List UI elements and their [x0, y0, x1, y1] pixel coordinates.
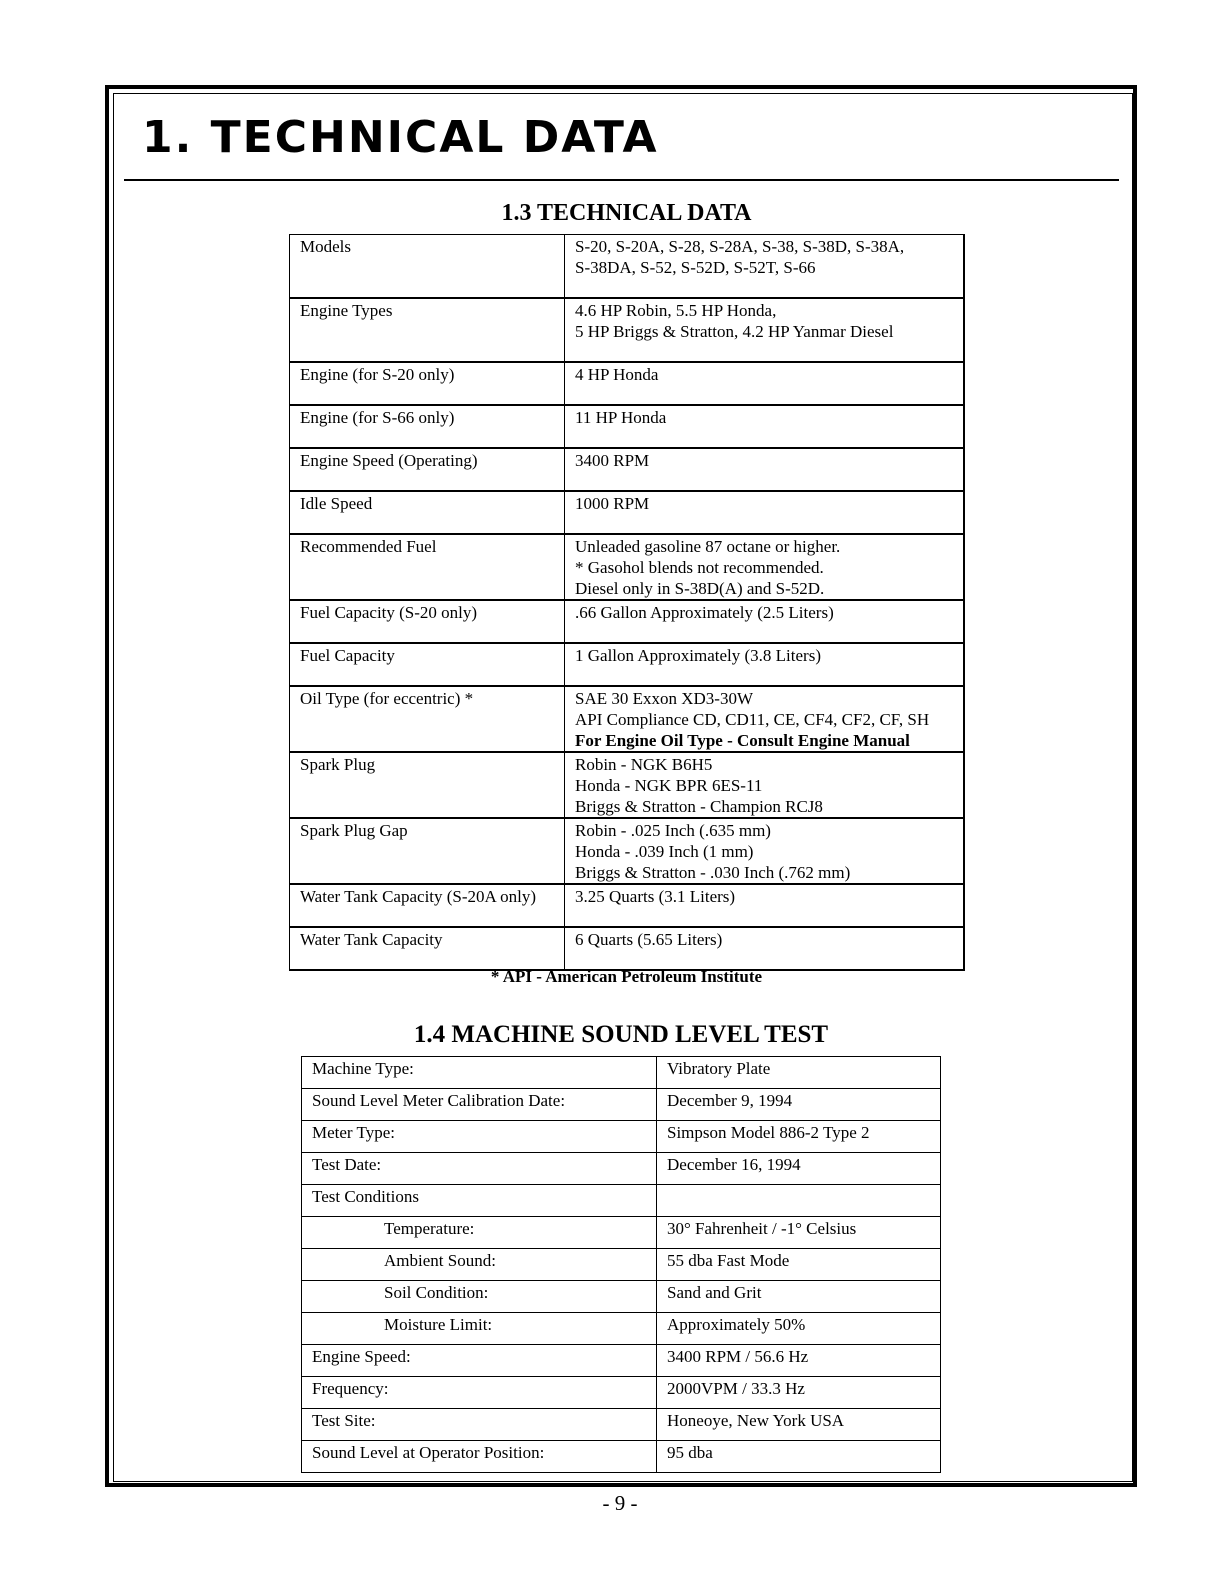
spec-label: Idle Speed — [290, 491, 565, 534]
spec-label: Recommended Fuel — [290, 534, 565, 600]
table-row — [302, 1153, 941, 1185]
table-row — [290, 298, 965, 362]
table-row — [290, 448, 965, 491]
spec-value-line: .66 Gallon Approximately (2.5 Liters) — [575, 603, 834, 622]
sound-label: Sound Level Meter Calibration Date: — [302, 1089, 657, 1121]
table-row — [302, 1089, 941, 1121]
sound-value: Approximately 50% — [657, 1313, 941, 1345]
spec-value-line: Briggs & Stratton - Champion RCJ8 — [575, 797, 823, 816]
spec-value-line: Honda - .039 Inch (1 mm) — [575, 842, 754, 861]
spec-value-line: S-20, S-20A, S-28, S-28A, S-38, S-38D, S-38A, — [575, 237, 905, 256]
spec-label: Oil Type (for eccentric) * — [290, 686, 565, 752]
spec-label: Models — [290, 235, 565, 299]
spec-value — [565, 362, 965, 405]
spec-value-line: 4.6 HP Robin, 5.5 HP Honda, — [575, 301, 777, 320]
spec-value-line: Unleaded gasoline 87 octane or higher. — [575, 537, 841, 556]
table-row — [302, 1313, 941, 1345]
table-row — [302, 1377, 941, 1409]
sound-value: Simpson Model 886-2 Type 2 — [657, 1121, 941, 1153]
table-row — [302, 1249, 941, 1281]
page-number: - 9 - — [602, 1491, 638, 1515]
spec-label: Engine Speed (Operating) — [290, 448, 565, 491]
spec-value — [565, 927, 965, 970]
spec-value-line: 3400 RPM — [575, 451, 650, 470]
spec-value — [565, 235, 965, 299]
sound-label: Sound Level at Operator Position: — [302, 1441, 657, 1473]
sound-value: 95 dba — [657, 1441, 941, 1473]
spec-label: Engine (for S-66 only) — [290, 405, 565, 448]
sound-value — [657, 1185, 941, 1217]
sound-value: 3400 RPM / 56.6 Hz — [657, 1345, 941, 1377]
api-footnote: * API - American Petroleum Institute — [490, 967, 763, 986]
spec-label: Spark Plug Gap — [290, 818, 565, 884]
spec-label: Engine Types — [290, 298, 565, 362]
spec-value — [565, 491, 965, 534]
table-row — [290, 600, 965, 643]
spec-value — [565, 884, 965, 927]
spec-value — [565, 448, 965, 491]
table-row — [302, 1281, 941, 1313]
table-row — [290, 818, 965, 884]
chapter-divider — [124, 179, 1119, 181]
spec-value-line: 4 HP Honda — [575, 365, 659, 384]
sound-value: December 9, 1994 — [657, 1089, 941, 1121]
spec-value-line: Robin - .025 Inch (.635 mm) — [575, 821, 771, 840]
table-row — [290, 643, 965, 686]
spec-value-line: 11 HP Honda — [575, 408, 667, 427]
table-row — [302, 1345, 941, 1377]
table-row — [302, 1217, 941, 1249]
spec-value-line: 1 Gallon Approximately (3.8 Liters) — [575, 646, 821, 665]
table-row — [302, 1057, 941, 1089]
chapter-title: 1. TECHNICAL DATA — [142, 112, 659, 163]
table-row — [302, 1121, 941, 1153]
sound-label: Moisture Limit: — [302, 1313, 657, 1345]
spec-value-note: For Engine Oil Type - Consult Engine Manual — [575, 731, 910, 750]
spec-value-line: SAE 30 Exxon XD3-30W — [575, 689, 754, 708]
table-row — [290, 752, 965, 818]
spec-label: Water Tank Capacity — [290, 927, 565, 970]
spec-value-line: API Compliance CD, CD11, CE, CF4, CF2, CF, SH — [575, 710, 930, 729]
spec-value — [565, 686, 965, 752]
spec-value — [565, 600, 965, 643]
spec-value — [565, 818, 965, 884]
technical-data-table — [289, 234, 965, 971]
sound-value: 30° Fahrenheit / -1° Celsius — [657, 1217, 941, 1249]
table-row — [290, 235, 965, 299]
spec-value — [565, 405, 965, 448]
sound-value: 55 dba Fast Mode — [657, 1249, 941, 1281]
spec-value-line: Diesel only in S-38D(A) and S-52D. — [575, 579, 825, 598]
spec-value-line: Honda - NGK BPR 6ES-11 — [575, 776, 763, 795]
table-row — [302, 1441, 941, 1473]
sound-label: Meter Type: — [302, 1121, 657, 1153]
sound-label: Machine Type: — [302, 1057, 657, 1089]
sound-label: Frequency: — [302, 1377, 657, 1409]
table-row — [290, 534, 965, 600]
spec-value-line: 5 HP Briggs & Stratton, 4.2 HP Yanmar Diesel — [575, 322, 894, 341]
sound-value: 2000VPM / 33.3 Hz — [657, 1377, 941, 1409]
sound-label: Engine Speed: — [302, 1345, 657, 1377]
spec-value-line: Robin - NGK B6H5 — [575, 755, 713, 774]
sound-label: Test Date: — [302, 1153, 657, 1185]
sound-label: Ambient Sound: — [302, 1249, 657, 1281]
sound-label: Temperature: — [302, 1217, 657, 1249]
table-row — [302, 1185, 941, 1217]
spec-label: Fuel Capacity — [290, 643, 565, 686]
table-row — [290, 884, 965, 927]
sound-test-heading: 1.4 MACHINE SOUND LEVEL TEST — [413, 1021, 829, 1048]
spec-value-line: 3.25 Quarts (3.1 Liters) — [575, 887, 736, 906]
spec-value-line: * Gasohol blends not recommended. — [575, 558, 824, 577]
sound-label: Soil Condition: — [302, 1281, 657, 1313]
spec-label: Fuel Capacity (S-20 only) — [290, 600, 565, 643]
table-row — [290, 927, 965, 970]
table-row — [290, 362, 965, 405]
table-row — [290, 405, 965, 448]
table-row — [290, 686, 965, 752]
sound-label: Test Site: — [302, 1409, 657, 1441]
spec-value-line: 6 Quarts (5.65 Liters) — [575, 930, 723, 949]
technical-data-heading: 1.3 TECHNICAL DATA — [501, 200, 752, 226]
spec-value — [565, 752, 965, 818]
spec-value — [565, 534, 965, 600]
spec-value — [565, 298, 965, 362]
sound-test-table — [301, 1056, 941, 1473]
spec-label: Spark Plug — [290, 752, 565, 818]
table-row — [302, 1409, 941, 1441]
sound-value: Vibratory Plate — [657, 1057, 941, 1089]
sound-value: Sand and Grit — [657, 1281, 941, 1313]
spec-value-line: 1000 RPM — [575, 494, 650, 513]
spec-label: Water Tank Capacity (S-20A only) — [290, 884, 565, 927]
spec-label: Engine (for S-20 only) — [290, 362, 565, 405]
spec-value — [565, 643, 965, 686]
sound-label: Test Conditions — [302, 1185, 657, 1217]
sound-value: Honeoye, New York USA — [657, 1409, 941, 1441]
spec-value-line: Briggs & Stratton - .030 Inch (.762 mm) — [575, 863, 851, 882]
table-row — [290, 491, 965, 534]
spec-value-line: S-38DA, S-52, S-52D, S-52T, S-66 — [575, 258, 816, 277]
sound-value: December 16, 1994 — [657, 1153, 941, 1185]
